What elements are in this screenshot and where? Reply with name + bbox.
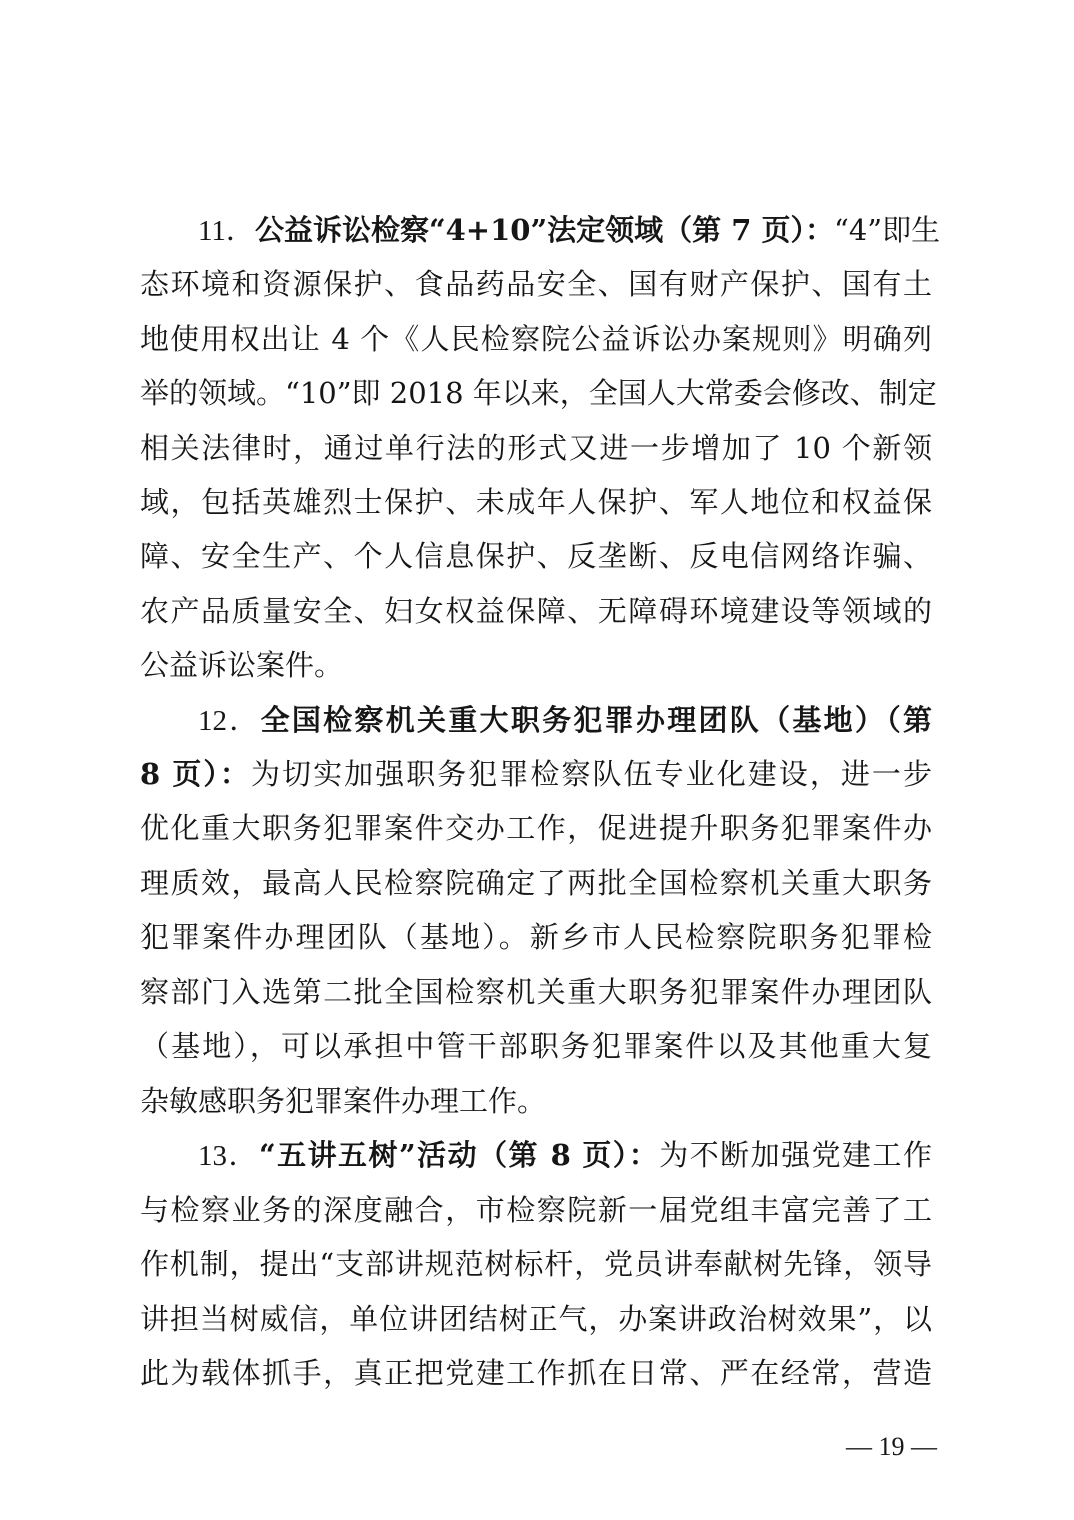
- item-12-heading: 全国检察机关重大职务犯罪办理团队（基地）（第: [260, 703, 932, 737]
- paragraph-line: 态环境和资源保护、食品药品安全、国有财产保护、国有土: [140, 267, 932, 301]
- item-12-second-line: [140, 757, 932, 792]
- item-13-text: 为不断加强党建工作: [659, 1138, 932, 1172]
- paragraph-line: 地使用权出让 4 个《人民检察院公益诉讼办案规则》明确列: [140, 322, 932, 356]
- paragraph-line: 相关法律时，通过单行法的形式又进一步增加了 10 个新领: [140, 431, 932, 465]
- paragraph-line: 察部门入选第二批全国检察机关重大职务犯罪案件办理团队: [140, 975, 932, 1009]
- item-13-heading: “五讲五树”活动（第 8 页）：: [258, 1138, 660, 1172]
- paragraph-line: 障、安全生产、个人信息保护、反垄断、反电信网络诈骗、: [140, 539, 932, 573]
- paragraph-line: 农产品质量安全、妇女权益保障、无障碍环境建设等领域的: [140, 594, 932, 628]
- item-11-text: “4”即生: [834, 213, 941, 247]
- paragraph-line: 域，包括英雄烈士保护、未成年人保护、军人地位和权益保: [140, 485, 932, 519]
- paragraph-line: 杂敏感职务犯罪案件办理工作。: [140, 1084, 547, 1118]
- paragraph-line: 举的领域。“10”即 2018 年以来，全国人大常委会修改、制定: [140, 376, 937, 410]
- paragraph-line: 此为载体抓手，真正把党建工作抓在日常、严在经常，营造: [140, 1356, 932, 1390]
- item-13-first-line: [198, 1138, 932, 1173]
- paragraph-line: （基地），可以承担中管干部职务犯罪案件以及其他重大复: [140, 1029, 932, 1063]
- page-number: — 19 —: [846, 1432, 937, 1461]
- item-12-text: 为切实加强职务犯罪检察队伍专业化建设，进一步: [250, 757, 932, 791]
- item-11-heading: 公益诉讼检察“4+10”法定领域（第 7 页）：: [254, 213, 835, 247]
- item-12-first-line: [198, 703, 932, 738]
- paragraph-line: 作机制，提出“支部讲规范树标杆，党员讲奉献树先锋，领导: [140, 1247, 932, 1281]
- item-12-number: 12．: [198, 705, 261, 737]
- item-12-heading-cont: 8 页）：: [140, 757, 251, 791]
- paragraph-line: 与检察业务的深度融合，市检察院新一届党组丰富完善了工: [140, 1193, 932, 1227]
- item-11-first-line: [198, 213, 941, 248]
- paragraph-line: 优化重大职务犯罪案件交办工作，促进提升职务犯罪案件办: [140, 811, 932, 845]
- item-13-number: 13．: [198, 1140, 259, 1172]
- paragraph-line: 理质效，最高人民检察院确定了两批全国检察机关重大职务: [140, 866, 932, 900]
- paragraph-line: 公益诉讼案件。: [140, 648, 344, 682]
- paragraph-line: 讲担当树威信，单位讲团结树正气，办案讲政治树效果”，以: [140, 1302, 932, 1336]
- paragraph-line: 犯罪案件办理团队（基地）。新乡市人民检察院职务犯罪检: [140, 920, 932, 954]
- item-11-number: 11．: [198, 215, 255, 247]
